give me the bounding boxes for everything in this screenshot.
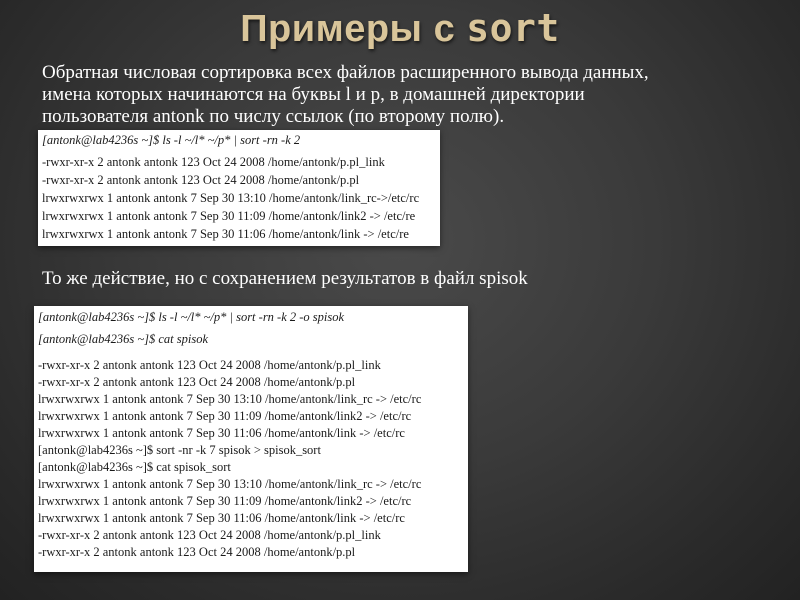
terminal-line: [antonk@lab4236s ~]$ sort -nr -k 7 spisok > spisok_sort (38, 443, 321, 457)
paragraph-reverse-sort (42, 62, 762, 128)
terminal-line: [antonk@lab4236s ~]$ cat spisok_sort (38, 460, 231, 474)
terminal-line: lrwxrwxrwx 1 antonk antonk 7 Sep 30 13:10 /home/antonk/link_rc->/etc/rc (42, 191, 420, 205)
terminal-command: [antonk@lab4236s ~]$ cat spisok (38, 332, 208, 346)
terminal-line: lrwxrwxrwx 1 antonk antonk 7 Sep 30 11:06 /home/antonk/link -> /etc/rc (38, 426, 405, 440)
terminal-line: -rwxr-xr-x 2 antonk antonk 123 Oct 24 2008 /home/antonk/p.pl_link (42, 155, 385, 169)
paragraph-line: имена которых начинаются на буквы l и p, в домашней директории (42, 84, 585, 105)
terminal-command: [antonk@lab4236s ~]$ ls -l ~/l* ~/p* | sort -rn -k 2 (42, 133, 301, 147)
paragraph-line: пользователя antonk по числу ссылок (по второму полю). (42, 106, 505, 127)
paragraph-save-result (42, 268, 762, 290)
terminal-line: -rwxr-xr-x 2 antonk antonk 123 Oct 24 2008 /home/antonk/p.pl_link (38, 528, 381, 542)
terminal-line: -rwxr-xr-x 2 antonk antonk 123 Oct 24 2008 /home/antonk/p.pl (42, 173, 360, 187)
slide-title (0, 6, 800, 51)
terminal-screenshot-1 (38, 130, 440, 246)
terminal-line: lrwxrwxrwx 1 antonk antonk 7 Sep 30 11:09 /home/antonk/link2 -> /etc/rc (38, 494, 412, 508)
terminal-line: -rwxr-xr-x 2 antonk antonk 123 Oct 24 2008 /home/antonk/p.pl (38, 375, 356, 389)
paragraph-line: Обратная числовая сортировка всех файлов расширенного вывода данных, (42, 62, 649, 83)
slide-title-prefix: Примеры с (240, 8, 467, 50)
paragraph-line: То же действие, но с сохранением результатов в файл spisok (42, 268, 528, 289)
terminal-screenshot-2 (34, 306, 468, 572)
terminal-line: lrwxrwxrwx 1 antonk antonk 7 Sep 30 11:09 /home/antonk/link2 -> /etc/rc (38, 409, 412, 423)
terminal-line: lrwxrwxrwx 1 antonk antonk 7 Sep 30 11:09 /home/antonk/link2 -> /etc/re (42, 209, 416, 223)
terminal-line: -rwxr-xr-x 2 antonk antonk 123 Oct 24 2008 /home/antonk/p.pl_link (38, 358, 381, 372)
terminal-command: [antonk@lab4236s ~]$ ls -l ~/l* ~/p* | sort -rn -k 2 -o spisok (38, 310, 345, 324)
terminal-line: -rwxr-xr-x 2 antonk antonk 123 Oct 24 2008 /home/antonk/p.pl (38, 545, 356, 559)
slide-title-code: sort (466, 6, 560, 50)
terminal-line: lrwxrwxrwx 1 antonk antonk 7 Sep 30 13:10 /home/antonk/link_rc -> /etc/rc (38, 392, 422, 406)
terminal-line: lrwxrwxrwx 1 antonk antonk 7 Sep 30 11:06 /home/antonk/link -> /etc/re (42, 227, 409, 241)
terminal-line: lrwxrwxrwx 1 antonk antonk 7 Sep 30 11:06 /home/antonk/link -> /etc/rc (38, 511, 405, 525)
terminal-line: lrwxrwxrwx 1 antonk antonk 7 Sep 30 13:10 /home/antonk/link_rc -> /etc/rc (38, 477, 422, 491)
